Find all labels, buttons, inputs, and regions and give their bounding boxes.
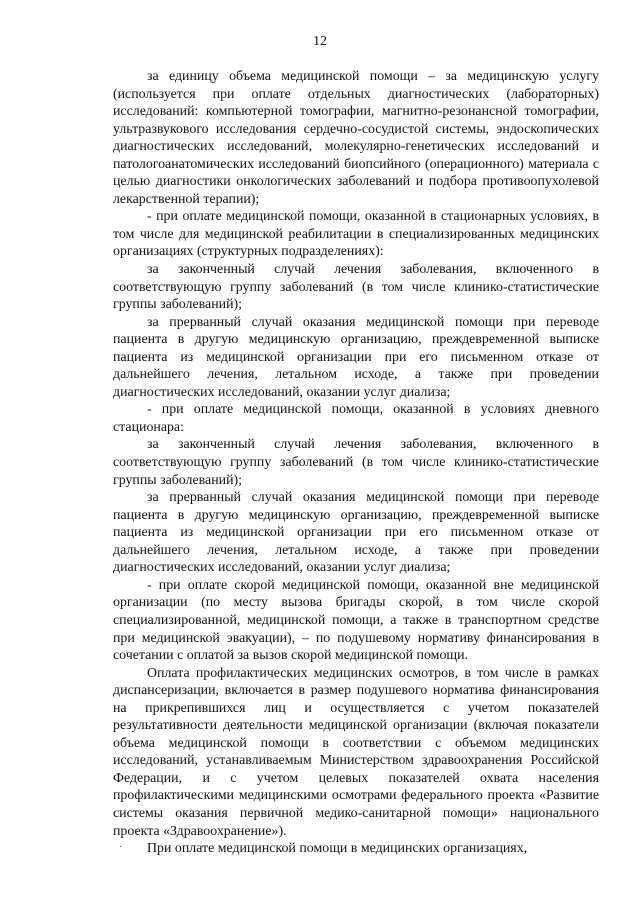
- paragraph-10: При оплате медицинской помощи в медицинских организациях,: [147, 841, 528, 857]
- paragraph-6: за законченный случай лечения заболевания, включенного в соответствующую группу заболеваний (в том числе клинико-статистические группы заболеваний);: [113, 437, 599, 488]
- paragraph-7: за прерванный случай оказания медицинской помощи при переводе пациента в другую медицинскую организацию, преждевременной выписке пациента из медицинской организации при его письменном отказе от дальнейшего лечения, летальном исходе, а также при проведении диагностических исследований, оказании услуг диализа;: [113, 490, 599, 576]
- scan-speck: ·: [119, 842, 123, 853]
- paragraph-5: - при оплате медицинской помощи, оказанной в условиях дневного стационара:: [113, 402, 599, 435]
- document-body: [113, 68, 599, 858]
- page-number: 12: [313, 34, 327, 49]
- paragraph-1: за единицу объема медицинской помощи – за медицинскую услугу (используется при оплате отдельных диагностических (лабораторных) исследований: компьютерной томографии, магнитно-резонансной томографии, ультразвукового исследования сердечно-сосудистой системы, эндоскопических диагностических исследований, молекулярно-генетических исследований и патологоанатомических исследований биопсийного (операционного) материала с целью диагностики онкологических заболеваний и подбора противоопухолевой лекарственной терапии);: [113, 69, 599, 207]
- paragraph-4: за прерванный случай оказания медицинской помощи при переводе пациента в другую медицинскую организацию, преждевременной выписке пациента из медицинской организации при его письменном отказе от дальнейшего лечения, летальном исходе, а также при проведении диагностических исследований, оказании услуг диализа;: [113, 314, 599, 400]
- paragraph-9: Оплата профилактических медицинских осмотров, в том числе в рамках диспансеризации, включается в размер подушевого норматива финансирования на прикрепившихся лиц и осуществляется с учетом показателей результативности деятельности медицинской организации (включая показатели объема медицинской помощи в соответствии с объемом медицинских исследований, устанавливаемым Министерством здравоохранения Российской Федерации, и с учетом целевых показателей охвата населения профилактическими медицинскими осмотрами федерального проекта «Развитие системы оказания первичной медико-санитарной помощи» национального проекта «Здравоохранение»).: [113, 665, 599, 839]
- paragraph-8: - при оплате скорой медицинской помощи, оказанной вне медицинской организации (по месту вызова бригады скорой, в том числе скорой специализированной, медицинской помощи, а также в транспортном средстве при медицинской эвакуации), – по подушевому нормативу финансирования в сочетании с оплатой за вызов скорой медицинской помощи.: [113, 577, 599, 664]
- paragraph-2: - при оплате медицинской помощи, оказанной в стационарных условиях, в том числе для медицинской реабилитации в специализированных медицинских организациях (структурных подразделениях):: [113, 209, 599, 260]
- paragraph-3: за законченный случай лечения заболевания, включенного в соответствующую группу заболеваний (в том числе клинико-статистические группы заболеваний);: [113, 262, 599, 313]
